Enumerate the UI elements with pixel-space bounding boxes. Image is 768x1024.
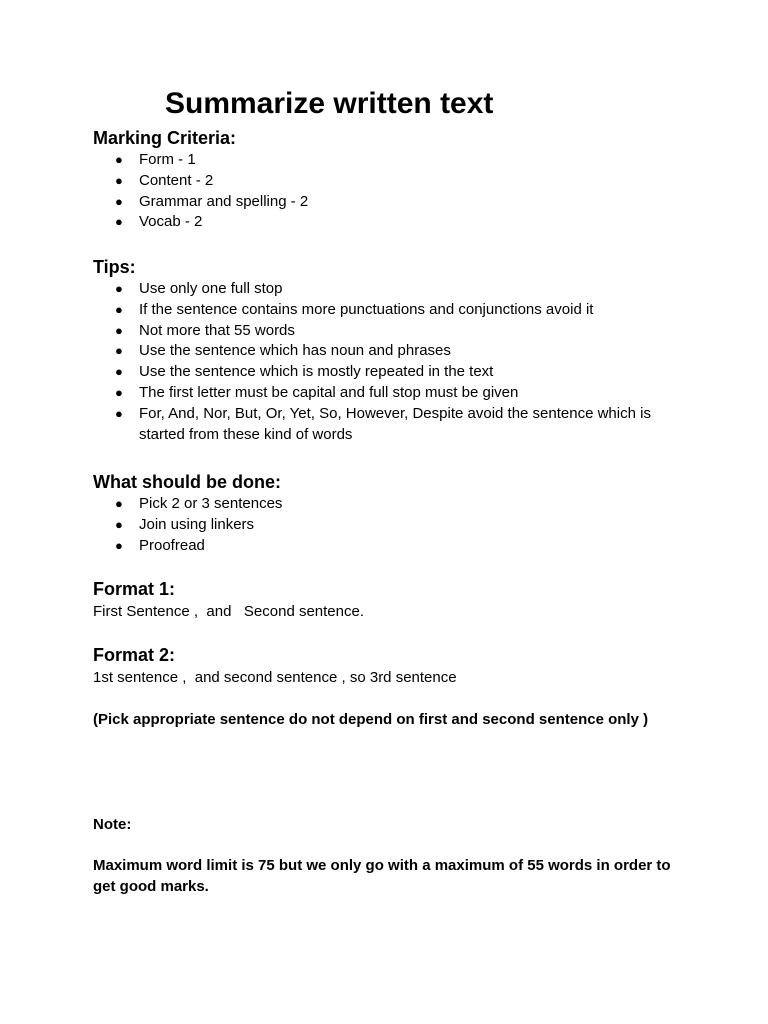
format-2-heading: Format 2: — [93, 645, 176, 665]
list-item: ● Proofread — [93, 536, 693, 557]
list-item: ● The first letter must be capital and full stop must be given — [93, 383, 693, 404]
bullet-icon: ● — [115, 301, 123, 317]
marking-criteria-heading: Marking Criteria: — [93, 128, 237, 148]
tips-heading: Tips: — [93, 257, 136, 277]
bullet-icon: ● — [115, 343, 123, 359]
bullet-icon: ● — [115, 193, 123, 209]
bullet-icon: ● — [115, 322, 123, 338]
bullet-icon: ● — [115, 364, 123, 380]
marking-criteria-list — [93, 150, 693, 233]
format-1-heading: Format 1: — [93, 579, 176, 599]
list-item: ● Vocab - 2 — [93, 212, 693, 233]
format-2-text: 1st sentence , and second sentence , so 3rd sentence — [93, 669, 457, 686]
list-item: ● Not more that 55 words — [93, 321, 693, 342]
list-item: ● For, And, Nor, But, Or, Yet, So, However, Despite avoid the sentence which is started from these kind of words — [115, 404, 651, 443]
list-item: ● Pick 2 or 3 sentences — [93, 494, 693, 515]
bullet-icon: ● — [115, 384, 123, 400]
list-item: ● If the sentence contains more punctuations and conjunctions avoid it — [93, 300, 693, 321]
list-item: ● Use only one full stop — [93, 279, 693, 300]
bullet-icon: ● — [115, 496, 123, 511]
page-title: Summarize written text — [165, 87, 494, 120]
format-1-text: First Sentence , and Second sentence. — [93, 603, 364, 620]
bullet-icon: ● — [115, 537, 123, 553]
bullet-icon: ● — [115, 281, 123, 296]
note-label: Note: — [93, 816, 132, 833]
list-item: ● Join using linkers — [93, 515, 693, 536]
list-item: ● Grammar and spelling - 2 — [93, 192, 693, 213]
bullet-icon: ● — [115, 214, 123, 230]
bullet-icon: ● — [115, 152, 123, 167]
list-item: ● Use the sentence which has noun and phrases — [93, 341, 693, 362]
what-should-be-done-list — [93, 494, 693, 556]
list-item: ● Use the sentence which is mostly repeated in the text — [93, 362, 693, 383]
list-item: ● Content - 2 — [93, 171, 693, 192]
tips-list — [93, 279, 693, 445]
bullet-icon: ● — [115, 405, 123, 421]
pick-sentence-note: (Pick appropriate sentence do not depend on first and second sentence only ) — [93, 711, 649, 728]
bullet-icon: ● — [115, 172, 123, 188]
note-text: Maximum word limit is 75 but we only go with a maximum of 55 words in order to get good marks. — [93, 857, 671, 895]
what-should-be-done-heading: What should be done: — [93, 472, 281, 492]
list-item: ● Form - 1 — [93, 150, 693, 171]
bullet-icon: ● — [115, 516, 123, 532]
